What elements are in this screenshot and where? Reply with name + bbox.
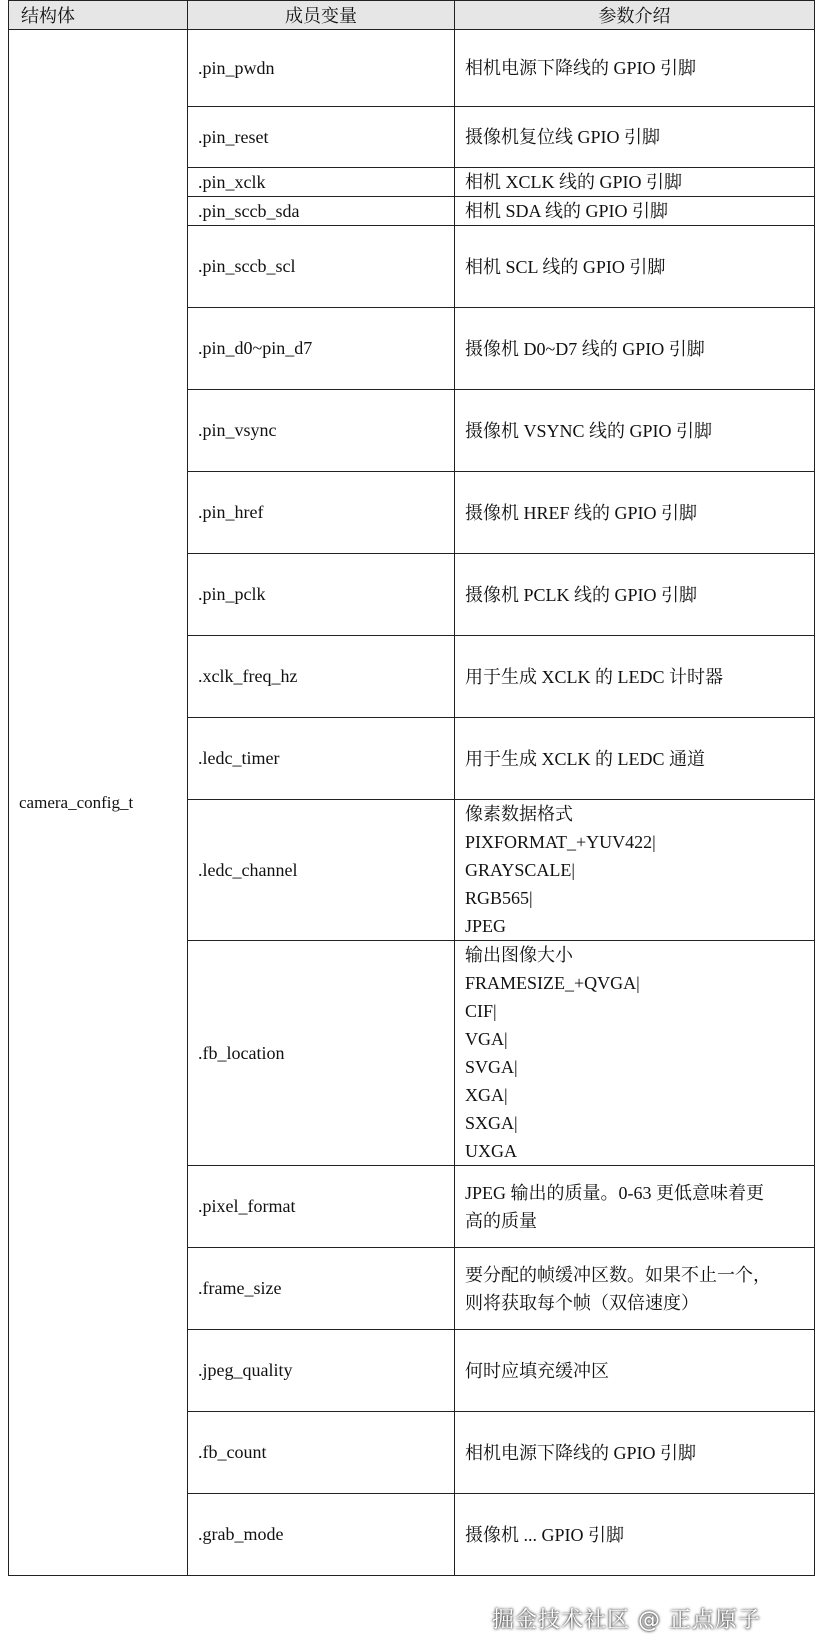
description-line: 用于生成 XCLK 的 LEDC 计时器 bbox=[465, 666, 723, 687]
description-cell bbox=[455, 472, 815, 554]
member-cell: .pin_sccb_sda bbox=[188, 197, 455, 226]
description-line: 像素数据格式 bbox=[465, 804, 573, 824]
description-cell bbox=[455, 1166, 815, 1248]
description-line: 摄像机 PCLK 线的 GPIO 引脚 bbox=[465, 584, 698, 605]
description-line: SXGA| bbox=[465, 1113, 518, 1133]
member-cell: .pin_vsync bbox=[188, 390, 455, 472]
description-line: 相机电源下降线的 GPIO 引脚 bbox=[465, 58, 697, 78]
description-cell bbox=[455, 1330, 815, 1412]
description-cell bbox=[455, 636, 815, 718]
description-line: 摄像机复位线 GPIO 引脚 bbox=[465, 127, 661, 147]
description-line: XGA| bbox=[465, 1085, 508, 1105]
description-line: SVGA| bbox=[465, 1057, 518, 1077]
description-line: 摄像机 D0~D7 线的 GPIO 引脚 bbox=[465, 338, 705, 359]
header-member: 成员变量 bbox=[188, 1, 455, 30]
description-line: 何时应填充缓冲区 bbox=[465, 1360, 609, 1381]
member-cell: .frame_size bbox=[188, 1248, 455, 1330]
member-cell: .pin_d0~pin_d7 bbox=[188, 308, 455, 390]
description-cell bbox=[455, 168, 815, 197]
description-line: UXGA bbox=[465, 1141, 517, 1161]
member-cell: .pin_sccb_scl bbox=[188, 226, 455, 308]
description-line: VGA| bbox=[465, 1029, 508, 1049]
struct-name-cell: camera_config_t bbox=[9, 30, 188, 1576]
description-line: 输出图像大小 bbox=[465, 945, 573, 965]
description-cell bbox=[455, 1412, 815, 1494]
description-line: 相机 SDA 线的 GPIO 引脚 bbox=[465, 201, 669, 221]
member-cell: .pin_xclk bbox=[188, 168, 455, 197]
description-cell bbox=[455, 800, 815, 941]
description-line: 相机 XCLK 线的 GPIO 引脚 bbox=[465, 172, 683, 192]
description-line: 相机 SCL 线的 GPIO 引脚 bbox=[465, 256, 666, 277]
member-cell: .jpeg_quality bbox=[188, 1330, 455, 1412]
description-line: JPEG 输出的质量。0-63 更低意味着更 bbox=[465, 1182, 765, 1203]
description-line: 相机电源下降线的 GPIO 引脚 bbox=[465, 1442, 697, 1463]
description-line: FRAMESIZE_+QVGA| bbox=[465, 973, 640, 993]
member-cell: .xclk_freq_hz bbox=[188, 636, 455, 718]
table-header-row bbox=[9, 1, 815, 30]
description-cell bbox=[455, 1248, 815, 1330]
camera-config-table bbox=[8, 0, 815, 1576]
description-line: 摄像机 VSYNC 线的 GPIO 引脚 bbox=[465, 420, 713, 441]
description-line: JPEG bbox=[465, 916, 507, 936]
member-cell: .grab_mode bbox=[188, 1494, 455, 1576]
member-cell: .pin_href bbox=[188, 472, 455, 554]
description-line: 摄像机 ... GPIO 引脚 bbox=[465, 1524, 625, 1545]
member-cell: .ledc_timer bbox=[188, 718, 455, 800]
description-cell bbox=[455, 197, 815, 226]
description-line: GRAYSCALE| bbox=[465, 860, 575, 880]
member-cell: .fb_count bbox=[188, 1412, 455, 1494]
description-cell bbox=[455, 1494, 815, 1576]
table-row bbox=[9, 30, 815, 107]
member-cell: .ledc_channel bbox=[188, 800, 455, 941]
description-line: 高的质量 bbox=[465, 1210, 537, 1231]
description-line: CIF| bbox=[465, 1001, 497, 1021]
member-cell: .pin_reset bbox=[188, 107, 455, 168]
header-description: 参数介绍 bbox=[455, 1, 815, 30]
description-line: 要分配的帧缓冲区数。如果不止一个， bbox=[465, 1264, 771, 1285]
description-cell bbox=[455, 30, 815, 107]
description-line: 用于生成 XCLK 的 LEDC 通道 bbox=[465, 748, 705, 769]
member-cell: .pixel_format bbox=[188, 1166, 455, 1248]
description-cell bbox=[455, 107, 815, 168]
description-cell bbox=[455, 718, 815, 800]
description-line: PIXFORMAT_+YUV422| bbox=[465, 832, 656, 852]
description-cell bbox=[455, 308, 815, 390]
description-line: RGB565| bbox=[465, 888, 533, 908]
description-cell bbox=[455, 226, 815, 308]
member-cell: .fb_location bbox=[188, 941, 455, 1166]
description-cell bbox=[455, 941, 815, 1166]
member-cell: .pin_pwdn bbox=[188, 30, 455, 107]
description-line: 则将获取每个帧（双倍速度） bbox=[465, 1292, 699, 1313]
description-cell bbox=[455, 554, 815, 636]
member-cell: .pin_pclk bbox=[188, 554, 455, 636]
header-struct: 结构体 bbox=[9, 1, 188, 30]
description-cell bbox=[455, 390, 815, 472]
watermark: 掘金技术社区 @ 正点原子 bbox=[492, 1608, 761, 1633]
description-line: 摄像机 HREF 线的 GPIO 引脚 bbox=[465, 502, 698, 523]
